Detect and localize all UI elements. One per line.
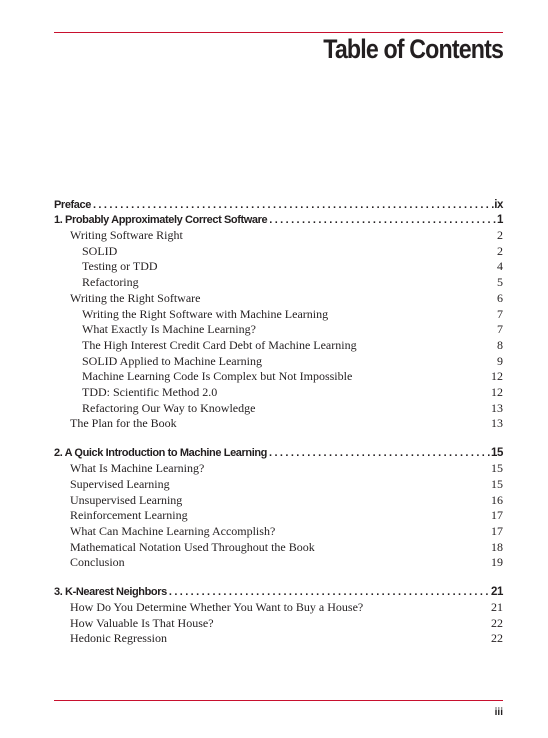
toc-entry-page: 5 xyxy=(497,275,503,290)
dot-leader xyxy=(167,585,491,600)
dot-leader xyxy=(91,198,494,213)
toc-chapter-page: 21 xyxy=(491,586,503,599)
toc-entry-label: Testing or TDD xyxy=(82,259,158,274)
toc-entry-label: SOLID xyxy=(82,243,118,258)
toc-entry-page: 17 xyxy=(491,523,503,538)
toc-entry[interactable] xyxy=(54,555,503,571)
page-number: iii xyxy=(494,707,503,718)
toc-entry-page: 21 xyxy=(491,600,503,615)
page-title: Table of Contents xyxy=(323,34,503,64)
top-rule xyxy=(54,32,503,33)
toc-chapter-label: 2. A Quick Introduction to Machine Learning xyxy=(54,447,267,460)
toc-chapter-page: 1 xyxy=(497,214,503,226)
toc-entry-label: What Can Machine Learning Accomplish? xyxy=(70,523,276,538)
toc-entry[interactable] xyxy=(54,508,503,524)
toc-entry-page: 15 xyxy=(491,461,503,476)
toc-entry-label: Machine Learning Code Is Complex but Not Impossible xyxy=(82,369,353,384)
toc-entry-label: Reinforcement Learning xyxy=(70,508,188,523)
toc-entry-label: How Do You Determine Whether You Want to Buy a House? xyxy=(70,600,364,615)
toc-entry-label: Refactoring Our Way to Knowledge xyxy=(82,400,256,415)
toc-entry[interactable] xyxy=(54,369,503,385)
toc-entry-label: Mathematical Notation Used Throughout the Book xyxy=(70,539,315,554)
toc-entry[interactable] xyxy=(54,540,503,556)
toc-chapter-2 xyxy=(54,446,503,571)
toc-entry-label: Refactoring xyxy=(82,275,139,290)
toc-entry-label: Unsupervised Learning xyxy=(70,492,183,507)
toc-entry-page: 15 xyxy=(491,476,503,491)
toc-entry-page: 13 xyxy=(491,400,503,415)
toc-entry[interactable] xyxy=(54,600,503,616)
chapter-list xyxy=(54,213,503,647)
toc-entry-page: 2 xyxy=(497,228,503,242)
toc-entry-label: What Exactly Is Machine Learning? xyxy=(82,322,256,337)
toc-entry[interactable] xyxy=(54,461,503,477)
toc-chapter-heading[interactable] xyxy=(54,446,503,461)
toc-entry-label: Conclusion xyxy=(70,555,125,570)
toc-chapter-page: 15 xyxy=(491,447,503,460)
dot-leader xyxy=(267,446,491,461)
toc-entry[interactable] xyxy=(54,493,503,509)
toc-entry-label: Writing Software Right xyxy=(70,228,183,242)
toc-entry[interactable] xyxy=(54,322,503,338)
toc-entry-page: 18 xyxy=(491,539,503,554)
toc-entry-page: 16 xyxy=(491,492,503,507)
toc-entry[interactable] xyxy=(54,616,503,632)
bottom-rule xyxy=(54,700,503,701)
toc-entry-label: The Plan for the Book xyxy=(70,416,177,431)
toc-entry-page: 8 xyxy=(497,337,503,352)
toc-entry-label: The High Interest Credit Card Debt of Machine Learning xyxy=(82,337,357,352)
toc-entry-page: 22 xyxy=(491,631,503,646)
toc-entry-page: 12 xyxy=(491,385,503,400)
toc-entry-page: 9 xyxy=(497,353,503,368)
toc-chapter-heading[interactable] xyxy=(54,213,503,228)
toc-entry[interactable] xyxy=(54,291,503,307)
toc-entry-label: How Valuable Is That House? xyxy=(70,615,214,630)
toc-entry-label: Writing the Right Software xyxy=(70,290,201,305)
toc-entry[interactable] xyxy=(54,524,503,540)
toc-entry-page: 7 xyxy=(497,306,503,321)
toc-entry[interactable] xyxy=(54,244,503,260)
toc-chapter-3 xyxy=(54,585,503,647)
toc-entry[interactable] xyxy=(54,338,503,354)
dot-leader xyxy=(267,213,497,228)
toc-entry[interactable] xyxy=(54,631,503,647)
toc-entry-page: 7 xyxy=(497,322,503,337)
toc-preface-page: ix xyxy=(494,199,503,211)
toc-entry-page: 22 xyxy=(491,615,503,630)
toc-entry-page: 2 xyxy=(497,243,503,258)
toc-entry[interactable] xyxy=(54,307,503,323)
toc-entry[interactable] xyxy=(54,477,503,493)
toc-entry[interactable] xyxy=(54,228,503,244)
toc-entry[interactable] xyxy=(54,385,503,401)
table-of-contents xyxy=(54,198,503,647)
toc-entry-page: 17 xyxy=(491,508,503,523)
toc-entry-label: SOLID Applied to Machine Learning xyxy=(82,353,262,368)
toc-entry-page: 19 xyxy=(491,555,503,570)
toc-entry-label: TDD: Scientific Method 2.0 xyxy=(82,385,218,400)
toc-entry[interactable] xyxy=(54,259,503,275)
toc-chapter-label: 3. K-Nearest Neighbors xyxy=(54,586,167,599)
toc-entry-page: 12 xyxy=(491,369,503,384)
toc-entry-page: 13 xyxy=(491,416,503,431)
toc-entry[interactable] xyxy=(54,401,503,417)
toc-chapter-1 xyxy=(54,213,503,432)
toc-entry-label: Writing the Right Software with Machine Learning xyxy=(82,306,329,321)
toc-entry-page: 6 xyxy=(497,290,503,305)
toc-chapter-heading[interactable] xyxy=(54,585,503,600)
toc-chapter-label: 1. Probably Approximately Correct Software xyxy=(54,214,268,226)
toc-entry[interactable] xyxy=(54,275,503,291)
toc-entry[interactable] xyxy=(54,354,503,370)
toc-preface[interactable] xyxy=(54,198,503,213)
toc-preface-label: Preface xyxy=(54,199,91,211)
toc-entry[interactable] xyxy=(54,416,503,432)
toc-entry-label: Supervised Learning xyxy=(70,476,170,491)
toc-entry-label: Hedonic Regression xyxy=(70,631,167,646)
toc-entry-page: 4 xyxy=(497,259,503,274)
toc-entry-label: What Is Machine Learning? xyxy=(70,461,205,476)
